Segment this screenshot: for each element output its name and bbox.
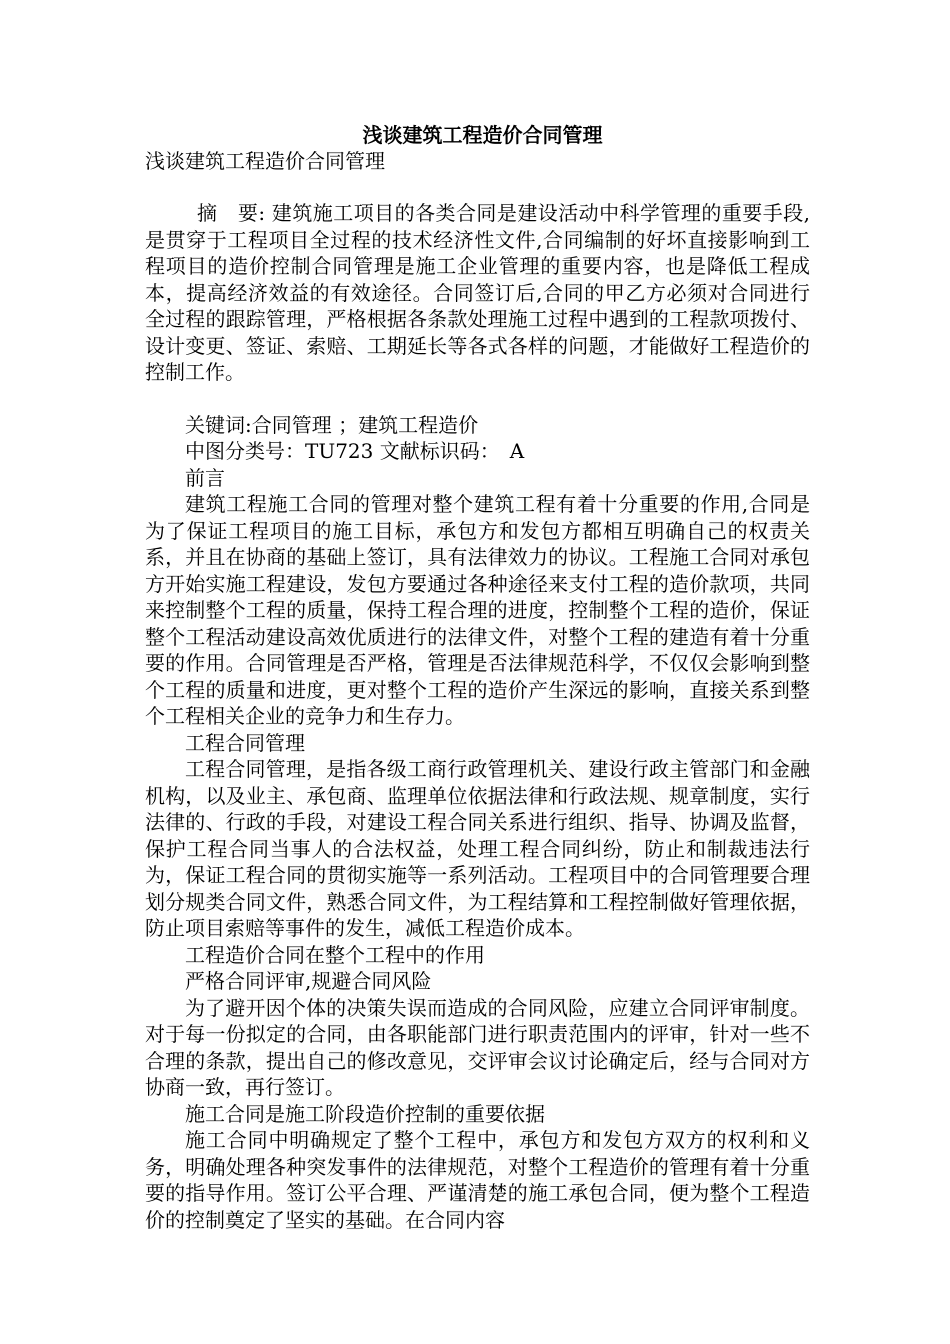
document-title: 浅谈建筑工程造价合同管理 [362,123,603,147]
section-heading-cost-contract-role: 工程造价合同在整个工程中的作用 [185,942,485,967]
subsection-heading-contract-review: 严格合同评审,规避合同风险 [185,969,432,993]
section-heading-contract-management: 工程合同管理 [185,730,305,755]
document-page [145,122,810,1233]
preface-paragraph: 建筑工程施工合同的管理对整个建筑工程有着十分重要的作用,合同是为了保证工程项目的施工目标，承包方和发包方都相互明确自己的权责关系，并且在协商的基础上签订，具有法律效力的协议。工程施工合同对承包方开始实施工程建设，发包方要通过各种途径来支付工程的造价款项，共同来控制整个工程的质量，保持工程合理的进度，控制整个工程的造价，保证整个工程活动建设高效优质进行的法律文件，对整个工程的建造有着十分重要的作用。合同管理是否严格，管理是否法律规范科学，不仅仅会影响到整个工程的质量和进度，更对整个工程的造价产生深远的影响，直接关系到整个工程相关企业的竞争力和生存力。 [145,492,810,728]
subsection-heading-construction-contract: 施工合同是施工阶段造价控制的重要依据 [185,1101,545,1126]
construction-contract-paragraph: 施工合同中明确规定了整个工程中，承包方和发包方双方的权利和义务，明确处理各种突发事件的法律规范，对整个工程造价的管理有着十分重要的指导作用。签订公平合理、严谨清楚的施工承包合同，便为整个工程造价的控制奠定了坚实的基础。在合同内容 [145,1128,810,1232]
preface-heading: 前言 [185,465,225,490]
keywords-line: 关键词:合同管理 ；建筑工程造价 [185,412,479,437]
classification-line: 中图分类号：TU723 文献标识码： A [185,439,525,463]
contract-management-paragraph: 工程合同管理，是指各级工商行政管理机关、建设行政主管部门和金融机构，以及业主、承包商、监理单位依据法律和行政法规、规章制度，实行法律的、行政的手段，对建设工程合同关系进行组织、指导、协调及监督，保护工程合同当事人的合法权益，处理工程合同纠纷，防止和制裁违法行为，保证工程合同的贯彻实施等一系列活动。工程项目中的合同管理要合理划分规类合同文件，熟悉合同文件，为工程结算和工程控制做好管理依据，防止项目索赔等事件的发生，减低工程造价成本。 [145,757,810,940]
spacer [145,386,810,412]
abstract-paragraph: 摘 要: 建筑施工项目的各类合同是建设活动中科学管理的重要手段,是贯穿于工程项目全过程的技术经济性文件,合同编制的好坏直接影响到工程项目的造价控制合同管理是施工企业管理的重要内容，也是降低工程成本，提高经济效益的有效途径。合同签订后,合同的甲乙方必须对合同进行全过程的跟踪管理，严格根据各条款处理施工过程中遇到的工程款项拨付、设计变更、签证、索赔、工期延长等各式各样的问题，才能做好工程造价的控制工作。 [145,201,810,384]
contract-review-paragraph: 为了避开因个体的决策失误而造成的合同风险，应建立合同评审制度。对于每一份拟定的合同，由各职能部门进行职责范围内的评审，针对一些不合理的条款，提出自己的修改意见，交评审会议讨论确定后，经与合同对方协商一致，再行签订。 [145,995,810,1099]
document-subtitle: 浅谈建筑工程造价合同管理 [145,149,385,173]
